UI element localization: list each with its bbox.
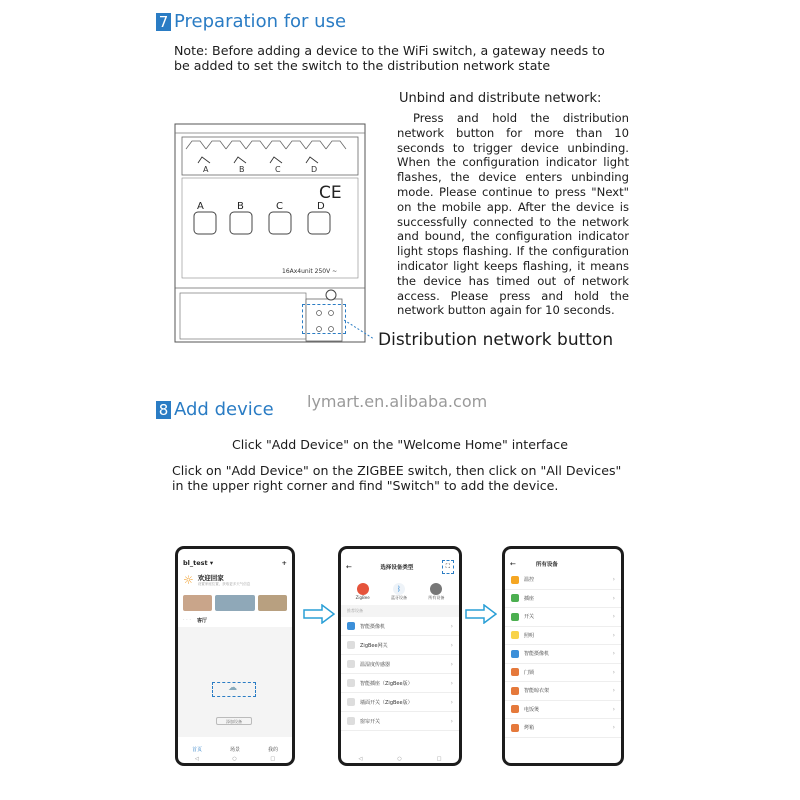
type-zigbee[interactable] — [356, 583, 370, 601]
terminal-letter: B — [239, 165, 245, 174]
wall-switch-icon — [347, 698, 355, 706]
ce-mark: CE — [319, 183, 342, 203]
chevron-right-icon: › — [450, 660, 453, 668]
chevron-right-icon: › — [612, 631, 615, 639]
device-category-label: 烤箱 — [524, 725, 535, 732]
list-item[interactable] — [505, 682, 621, 701]
list-item[interactable] — [505, 719, 621, 738]
status-bar — [341, 549, 459, 557]
banner-row — [178, 591, 292, 615]
room-tabs — [178, 615, 292, 626]
rating-label: 16Ax4unit 250V ~ — [282, 268, 338, 275]
device-category-label: 照明 — [524, 632, 535, 639]
all-devices-title: 所有设备 — [535, 562, 558, 568]
device-category-icon — [511, 631, 519, 639]
chevron-right-icon: › — [612, 613, 615, 621]
recents-icon[interactable]: □ — [436, 756, 442, 762]
chevron-right-icon: › — [612, 650, 615, 658]
arrow-right-icon — [465, 604, 497, 624]
wifi-note: Note: Before adding a device to the WiFi switch, a gateway needs to be added to set the switch to the distribution network state — [174, 43, 605, 73]
device-category-label: 开关 — [524, 614, 535, 621]
tab-living-room[interactable]: 客厅 — [196, 618, 207, 624]
system-nav — [178, 756, 292, 762]
phone-device-type-screen — [338, 546, 462, 766]
device-category-icon — [511, 705, 519, 713]
type-all[interactable] — [428, 583, 444, 601]
button-letter: B — [237, 201, 244, 212]
section-8-heading — [156, 399, 274, 420]
chevron-right-icon: › — [612, 668, 615, 676]
home-icon[interactable]: ○ — [232, 756, 237, 762]
device-category-icon — [511, 594, 519, 602]
all-devices-header — [505, 557, 621, 571]
terminal-letter: A — [203, 165, 209, 174]
device-category-label: 插座 — [524, 595, 535, 602]
terminal-letter: C — [275, 165, 281, 174]
home-screen — [178, 549, 292, 763]
callout-line — [344, 318, 378, 342]
banner-image[interactable] — [215, 595, 254, 611]
device-category-label: 电饭煲 — [524, 706, 540, 713]
section-title: Add device — [174, 399, 274, 420]
chevron-right-icon: › — [612, 705, 615, 713]
bottom-nav — [178, 746, 292, 753]
button-letter: A — [197, 201, 204, 212]
unbind-subheading: Unbind and distribute network: — [399, 91, 602, 106]
add-device-button[interactable]: 添加设备 — [216, 717, 252, 725]
unbind-instructions: Press and hold the distribution network button for more than 10 seconds to trigger device unbinding. When the configuration indicator light flashes, the device enters unbinding mode. Please continue to press "Next" on the mobile app. After the device is successfully connected to the network and bound, the configuration indicator light stops flashing. If the configuration indicator light keeps flashing, it means the device has timed out of network access. Please press and hold the network button again for 10 seconds. — [397, 111, 629, 318]
button-callout-box — [302, 304, 346, 334]
device-category-label: 智能晾衣架 — [524, 688, 550, 695]
device-type-title: 选择设备类型 — [380, 565, 414, 571]
device-type-screen — [341, 549, 459, 763]
device-category-icon — [511, 687, 519, 695]
phone-all-devices-screen — [502, 546, 624, 766]
add-device-instruction: Click "Add Device" on the "Welcome Home" interface — [232, 437, 568, 452]
section-title: Preparation for use — [174, 11, 347, 32]
curtain-icon — [347, 717, 355, 725]
device-category-icon — [511, 668, 519, 676]
sensor-icon — [347, 660, 355, 668]
list-item[interactable]: 窗帘开关 › — [341, 712, 459, 731]
sun-icon: ☼ — [183, 573, 194, 587]
camera-icon — [347, 622, 355, 630]
recommended-label: 推荐设备 — [341, 605, 459, 617]
device-type-row — [341, 577, 459, 605]
section-number: 8 — [156, 401, 171, 419]
chevron-right-icon: › — [450, 641, 453, 649]
chevron-right-icon: › — [450, 698, 453, 706]
zigbee-icon — [357, 583, 369, 595]
welcome-block — [178, 569, 292, 591]
banner-image[interactable] — [183, 595, 212, 611]
add-plus-button[interactable]: + — [281, 559, 287, 567]
nav-scene[interactable]: 场景 — [229, 747, 240, 753]
room-tab-placeholder[interactable]: · · · — [183, 617, 191, 623]
list-item[interactable]: 墙面开关（ZigBee版） › — [341, 693, 459, 712]
chevron-right-icon: › — [612, 576, 615, 584]
all-devices-icon — [430, 583, 442, 595]
plug-icon — [347, 679, 355, 687]
bluetooth-icon: ᛒ — [393, 583, 405, 595]
distribution-button-label: Distribution network button — [378, 330, 614, 350]
device-category-icon — [511, 724, 519, 732]
scan-icon[interactable]: ⛶ — [442, 560, 454, 574]
list-item[interactable] — [505, 701, 621, 720]
type-label: ZigBee — [355, 595, 370, 600]
device-category-label: 温控 — [524, 577, 535, 584]
system-nav — [341, 756, 459, 762]
back-arrow-icon[interactable]: ← — [510, 560, 516, 568]
list-item[interactable] — [505, 664, 621, 683]
list-item[interactable] — [505, 608, 621, 627]
list-item[interactable] — [505, 571, 621, 590]
home-header — [178, 557, 292, 569]
terminal-letter: D — [311, 165, 318, 174]
welcome-subtitle: 设置家庭位置，获取更多天气信息 — [197, 582, 251, 586]
watermark: lymart.en.alibaba.com — [307, 392, 488, 411]
list-item[interactable]: 智能摄像机 › — [341, 617, 459, 636]
device-category-icon — [511, 650, 519, 658]
banner-image[interactable] — [258, 595, 287, 611]
device-category-label: 门锁 — [524, 669, 535, 676]
status-bar — [505, 549, 621, 557]
device-category-icon — [511, 576, 519, 584]
section-number: 7 — [156, 13, 171, 31]
back-arrow-icon[interactable]: ← — [346, 563, 352, 571]
type-bluetooth[interactable] — [391, 583, 407, 601]
chevron-right-icon: › — [612, 724, 615, 732]
cloud-icon: ☁ — [228, 683, 237, 693]
zigbee-instruction: Click on "Add Device" on the ZIGBEE switch, then click on "All Devices" in the upper right corner and find "Switch" to add the device. — [172, 463, 622, 493]
chevron-right-icon: › — [612, 687, 615, 695]
list-item[interactable]: ZigBee网关 › — [341, 636, 459, 655]
chevron-right-icon: › — [450, 679, 453, 687]
empty-device-area — [178, 627, 292, 737]
phone-home-screen — [175, 546, 295, 766]
device-category-icon — [511, 613, 519, 621]
device-type-header — [341, 557, 459, 577]
button-letter: D — [317, 201, 325, 212]
back-icon[interactable]: ◁ — [194, 756, 199, 762]
device-category-label: 智能摄像机 — [524, 651, 550, 658]
list-item[interactable] — [505, 627, 621, 646]
chevron-right-icon: › — [450, 717, 453, 725]
list-item[interactable]: 智能插座（ZigBee版） › — [341, 674, 459, 693]
arrow-right-icon — [303, 604, 335, 624]
button-letter: C — [276, 201, 283, 212]
list-item[interactable] — [505, 645, 621, 664]
type-label: 所有设备 — [428, 595, 445, 600]
user-selector[interactable]: bl_test ▾ — [183, 559, 214, 567]
home-icon[interactable]: ○ — [397, 756, 402, 762]
section-7-heading — [156, 11, 346, 32]
chevron-right-icon: › — [450, 622, 453, 630]
gateway-icon — [347, 641, 355, 649]
welcome-title: 欢迎回家 — [197, 574, 224, 582]
all-devices-list — [505, 571, 621, 738]
back-icon[interactable]: ◁ — [358, 756, 363, 762]
type-label: 蓝牙设备 — [391, 595, 408, 600]
nav-me[interactable]: 我的 — [267, 747, 278, 753]
list-item[interactable]: 温湿度传感器 › — [341, 655, 459, 674]
recents-icon[interactable]: □ — [270, 756, 276, 762]
list-item[interactable] — [505, 590, 621, 609]
all-devices-screen — [505, 549, 621, 763]
nav-home[interactable]: 首页 — [191, 747, 202, 753]
chevron-right-icon: › — [612, 594, 615, 602]
status-bar — [178, 549, 292, 557]
